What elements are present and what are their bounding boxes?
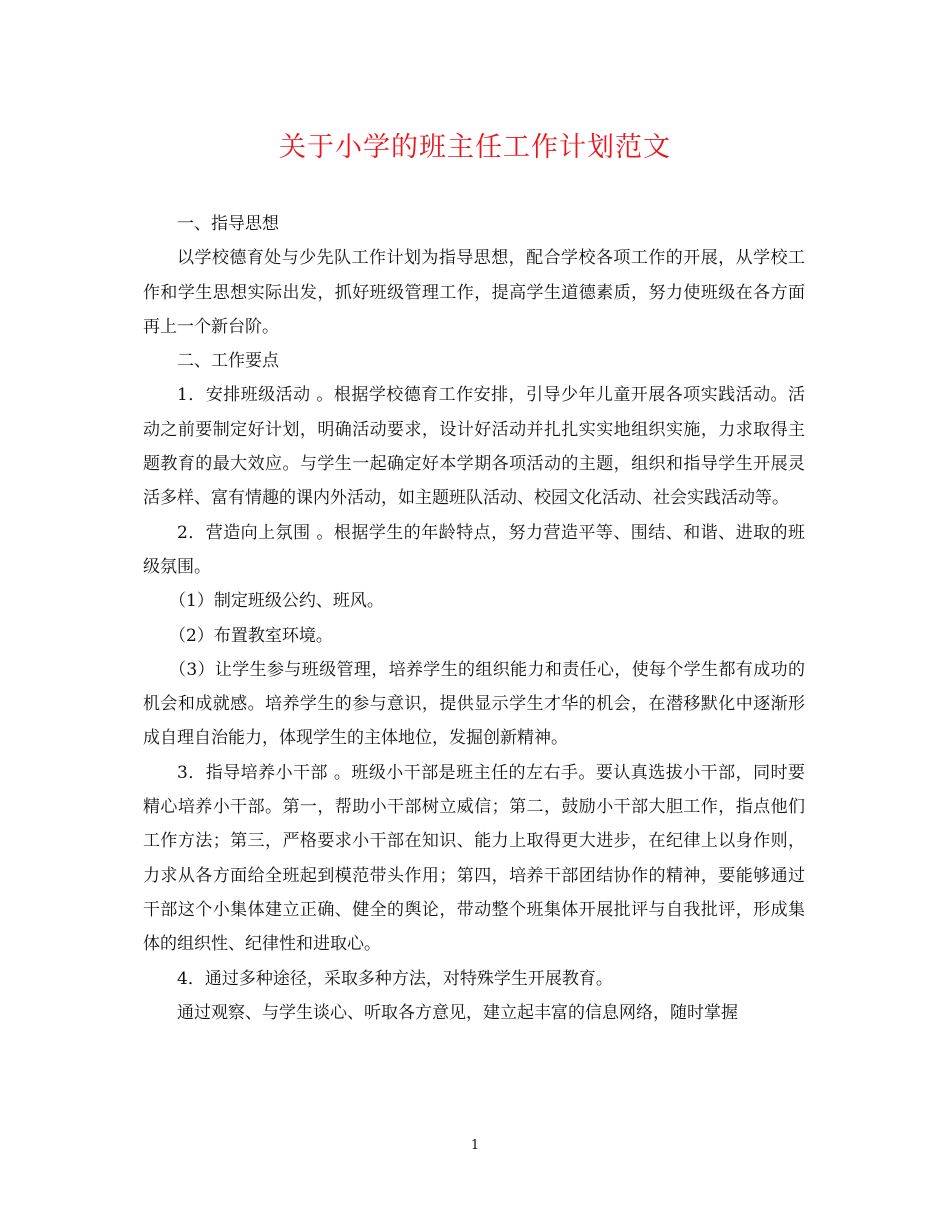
section-heading: 一、指导思想	[177, 214, 279, 234]
paragraph: 4．通过多种途径，采取多种方法，对特殊学生开展教育。	[177, 968, 613, 989]
document-title: 关于小学的班主任工作计划范文	[279, 132, 671, 163]
list-item: （3）让学生参与班级管理，培养学生的组织能力和责任心，使每个学生都有成功的机会和成就感。培养学生的参与意识，提供显示学生才华的机会，在潜移默化中逐渐形成自理自治能力，体现学生的主体地位，发掘创新精神。	[143, 659, 805, 749]
section-heading: 二、工作要点	[177, 351, 279, 372]
paragraph: 以学校德育处与少先队工作计划为指导思想，配合学校各项工作的开展，从学校工作和学生思想实际出发，抓好班级管理工作，提高学生道德素质，努力使班级在各方面再上一个新台阶。	[143, 248, 805, 337]
list-item: （2）布置教室环境。	[169, 625, 333, 646]
list-item: （1）制定班级公约、班风。	[169, 591, 384, 612]
paragraph: 1．安排班级活动 。根据学校德育工作安排，引导少年儿童开展各项实践活动。活动之前要制定好计划，明确活动要求，设计好活动并扎扎实实地组织实施，力求取得主题教育的最大效应。与学生一起确定好本学期各项活动的主题，组织和指导学生开展灵活多样、富有情趣的课内外活动，如主题班队活动、校园文化活动、社会实践活动等。	[143, 385, 805, 509]
document-body	[143, 207, 805, 1030]
paragraph: 3．指导培养小干部 。班级小干部是班主任的左右手。要认真选拔小干部，同时要精心培养小干部。第一，帮助小干部树立威信；第二，鼓励小干部大胆工作，指点他们工作方法；第三，严格要求小干部在知识、能力上取得更大进步，在纪律上以身作则，力求从各方面给全班起到模范带头作用；第四，培养干部团结协作的精神，要能够通过干部这个小集体建立正确、健全的舆论，带动整个班集体开展批评与自我批评，形成集体的组织性、纪律性和进取心。	[143, 762, 805, 955]
page-number: 1	[470, 1138, 480, 1153]
paragraph: 2．营造向上氛围 。根据学生的年龄特点，努力营造平等、围结、和谐、进取的班级氛围。	[143, 522, 805, 577]
paragraph: 通过观察、与学生谈心、听取各方意见，建立起丰富的信息网络，随时掌握	[177, 1002, 738, 1023]
